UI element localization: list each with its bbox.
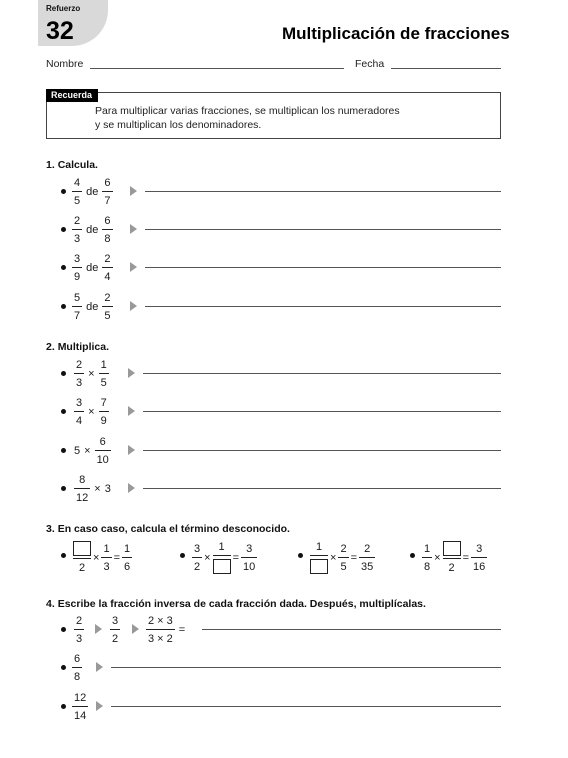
arrow-icon (128, 368, 135, 378)
name-field[interactable] (90, 68, 344, 69)
arrow-icon (128, 445, 135, 455)
fraction-b-numerator: 2 (104, 292, 111, 304)
arrow-icon (130, 224, 137, 234)
fraction-a-denominator: 3 (76, 377, 83, 389)
bullet (61, 371, 66, 376)
answer-line[interactable] (145, 229, 501, 230)
unknown-term-item (192, 541, 257, 574)
fraction-given-bar (72, 667, 82, 668)
bullet (61, 704, 66, 709)
equals-sign: = (113, 551, 120, 564)
bullet (61, 304, 66, 309)
times-sign: × (94, 483, 101, 495)
fraction-a (74, 359, 84, 389)
fraction-b-blank-box[interactable] (213, 559, 231, 574)
section-4-heading: 4. Escribe la fracción inversa de cada fracción dada. Después, multiplícalas. (46, 598, 426, 610)
fraction-result-bar (122, 557, 132, 558)
fraction-b-denominator: 5 (340, 560, 347, 573)
fraction-result (122, 543, 132, 573)
fraction-b-bar (102, 229, 112, 230)
fraction-b-numerator: 1 (218, 541, 225, 553)
fraction-b-numerator: 1 (100, 359, 107, 371)
fraction-given (72, 692, 88, 722)
fraction-b-denominator: 8 (104, 233, 111, 245)
date-label: Fecha (355, 58, 385, 70)
fraction-result-bar (471, 557, 487, 558)
arrow-icon (128, 406, 135, 416)
fraction-a-numerator: 4 (74, 177, 81, 189)
fraction-b-denominator: 4 (104, 271, 111, 283)
answer-line[interactable] (143, 411, 501, 412)
equals-sign: = (178, 624, 186, 636)
calc-item (72, 292, 113, 322)
times-sign: × (204, 551, 211, 564)
fraction-a-numerator: 2 (74, 215, 81, 227)
bullet (298, 553, 303, 558)
arrow-icon (130, 301, 137, 311)
bullet (61, 265, 66, 270)
answer-line[interactable] (202, 629, 501, 630)
fraction-b-blank-box[interactable] (443, 541, 461, 556)
fraction-a-numerator: 3 (76, 397, 83, 409)
fraction-a (74, 397, 84, 427)
fraction-a-numerator: 1 (424, 542, 431, 555)
fraction-a-denominator: 9 (74, 271, 81, 283)
fraction-a-bar (192, 557, 202, 558)
fraction-a-bar (72, 191, 82, 192)
fraction-b-bar (95, 450, 111, 451)
fraction-result-denominator: 10 (243, 560, 256, 573)
fraction-given-numerator: 6 (74, 653, 81, 665)
op-de: de (86, 301, 99, 313)
fraction-b-denominator: 9 (100, 415, 107, 427)
equals-sign: = (350, 551, 357, 564)
fraction-given-numerator: 12 (74, 692, 87, 704)
fraction-a-blank-box[interactable] (73, 541, 91, 556)
fraction-given-numerator: 2 (76, 615, 83, 627)
arrow-icon (96, 701, 103, 711)
fraction-b-bar (102, 267, 112, 268)
multiply-item (74, 397, 109, 427)
multiply-item (74, 474, 111, 504)
fraction-b-numerator: 6 (104, 177, 111, 189)
bullet (61, 627, 66, 632)
fraction-a-bar (72, 306, 82, 307)
fraction-b (102, 177, 112, 207)
fraction-a-denominator: 5 (74, 195, 81, 207)
bullet (410, 553, 415, 558)
fraction-a-bar (72, 229, 82, 230)
fraction-a-bar (310, 555, 328, 556)
op-de: de (86, 224, 99, 236)
product-fraction (146, 615, 175, 645)
fraction-given-bar (74, 629, 84, 630)
product-numerator: 2 × 3 (148, 615, 173, 627)
recuerda-line-1: Para multiplicar varias fracciones, se multiplican los numeradores (95, 105, 400, 117)
times-sign: × (93, 551, 100, 564)
fraction-a (72, 177, 82, 207)
fraction-b-denominator: 5 (104, 310, 111, 322)
fraction-result-numerator: 3 (476, 542, 483, 555)
fraction-b (99, 397, 109, 427)
fraction-a-bar (73, 558, 91, 559)
fraction-b (102, 292, 112, 322)
fraction-a-numerator: 5 (74, 292, 81, 304)
fraction-a-bar (422, 557, 432, 558)
answer-line[interactable] (111, 706, 501, 707)
fraction-result-denominator: 35 (361, 560, 374, 573)
fraction-a-bar (72, 267, 82, 268)
fraction-a-bar (74, 373, 84, 374)
fraction-a (72, 253, 82, 283)
fraction-b-numerator: 6 (99, 436, 106, 448)
badge-label: Refuerzo (46, 4, 81, 13)
date-field[interactable] (391, 68, 501, 69)
fraction-a (74, 474, 90, 504)
fraction-given (74, 615, 84, 645)
equals-sign: = (462, 551, 469, 564)
times-sign: × (84, 445, 91, 457)
inverse-item (72, 692, 88, 722)
fraction-result (359, 543, 375, 573)
bullet (61, 448, 66, 453)
fraction-a-numerator: 1 (315, 541, 323, 553)
bullet (61, 486, 66, 491)
fraction-a (72, 292, 82, 322)
fraction-a-denominator: 2 (78, 562, 86, 574)
answer-line[interactable] (145, 306, 501, 307)
section-2-heading: 2. Multiplica. (46, 341, 110, 353)
fraction-result (471, 543, 487, 573)
calc-item (72, 253, 113, 283)
inverse-item (72, 653, 82, 683)
recuerda-label: Recuerda (46, 89, 98, 102)
times-sign: × (330, 551, 337, 564)
fraction-result-denominator: 6 (124, 560, 131, 573)
fraction-b-denominator: 10 (96, 454, 109, 466)
fraction-inverse-bar (110, 629, 120, 630)
arrow-icon (132, 624, 139, 634)
fraction-a-numerator: 3 (194, 542, 201, 555)
op-de: de (86, 186, 99, 198)
fraction-b (102, 253, 112, 283)
answer-line[interactable] (111, 667, 501, 668)
whole-number: 3 (104, 483, 111, 495)
answer-line[interactable] (143, 488, 501, 489)
fraction-b-bar (102, 306, 112, 307)
fraction-given-bar (72, 706, 88, 707)
fraction-b-denominator: 2 (448, 562, 455, 574)
fraction-given-denominator: 8 (74, 671, 81, 683)
fraction-a-blank-box[interactable] (310, 559, 328, 574)
arrow-icon (130, 186, 137, 196)
fraction-b (338, 543, 348, 573)
equals-sign: = (232, 551, 239, 564)
fraction-b-bar (99, 411, 109, 412)
fraction-b-bar (101, 557, 111, 558)
times-sign: × (434, 551, 441, 564)
fraction-b (443, 541, 461, 574)
fraction-a-numerator: 2 (76, 359, 83, 371)
fraction-b-numerator: 7 (100, 397, 107, 409)
fraction-b (99, 359, 109, 389)
times-sign: × (88, 406, 95, 418)
fraction-a-denominator: 4 (76, 415, 83, 427)
fraction-a-denominator: 8 (424, 560, 431, 573)
fraction-b-bar (102, 191, 112, 192)
multiply-item (74, 359, 109, 389)
fraction-a (72, 215, 82, 245)
fraction-b (95, 436, 111, 466)
fraction-a (310, 541, 328, 574)
fraction-a (73, 541, 91, 574)
section-1-heading: 1. Calcula. (46, 159, 98, 171)
fraction-result-bar (241, 557, 257, 558)
fraction-a-bar (74, 488, 90, 489)
bullet (61, 409, 66, 414)
fraction-b (213, 541, 231, 574)
answer-line[interactable] (143, 450, 501, 451)
fraction-result-numerator: 3 (246, 542, 253, 555)
fraction-b-numerator: 2 (104, 253, 111, 265)
answer-line[interactable] (145, 267, 501, 268)
fraction-b-numerator: 2 (340, 542, 347, 555)
multiply-item (74, 436, 111, 466)
fraction-given-denominator: 14 (74, 710, 87, 722)
fraction-b-denominator: 5 (100, 377, 107, 389)
fraction-b-bar (213, 555, 231, 556)
arrow-icon (96, 662, 103, 672)
answer-line[interactable] (143, 373, 501, 374)
inverse-example (74, 615, 84, 645)
times-sign: × (88, 368, 95, 380)
fraction-result-denominator: 16 (473, 560, 486, 573)
bullet (61, 189, 66, 194)
bullet (61, 665, 66, 670)
recuerda-line-2: y se multiplican los denominadores. (95, 119, 262, 131)
arrow-icon (130, 262, 137, 272)
arrow-icon (128, 483, 135, 493)
product-denominator: 3 × 2 (148, 633, 173, 645)
badge-number: 32 (46, 17, 74, 45)
fraction-a-denominator: 7 (74, 310, 81, 322)
name-label: Nombre (46, 58, 84, 70)
fraction-b-bar (99, 373, 109, 374)
fraction-given (72, 653, 82, 683)
bullet (61, 553, 66, 558)
op-de: de (86, 262, 99, 274)
arrow-icon (95, 624, 102, 634)
fraction-b-bar (443, 558, 461, 559)
fraction-a (422, 543, 432, 573)
answer-line[interactable] (145, 191, 501, 192)
fraction-b (102, 215, 112, 245)
calc-item (72, 177, 113, 207)
product-bar (146, 629, 175, 630)
fraction-inverse (110, 615, 120, 645)
fraction-b-denominator: 7 (104, 195, 111, 207)
fraction-a-denominator: 2 (194, 560, 201, 573)
fraction-b-numerator: 1 (103, 542, 110, 555)
product-expression (146, 615, 185, 645)
fraction-b-bar (338, 557, 348, 558)
fraction-a-numerator: 3 (74, 253, 81, 265)
fraction-inverse-denominator: 2 (112, 633, 119, 645)
inverse-fraction (110, 615, 120, 645)
fraction-inverse-numerator: 3 (112, 615, 119, 627)
whole-number: 5 (74, 445, 81, 457)
fraction-a (192, 543, 202, 573)
fraction-b-numerator: 6 (104, 215, 111, 227)
fraction-result-numerator: 2 (364, 542, 371, 555)
fraction-a-denominator: 3 (74, 233, 81, 245)
unknown-term-item (73, 541, 132, 574)
fraction-a-numerator: 8 (79, 474, 86, 486)
bullet (61, 227, 66, 232)
fraction-result (241, 543, 257, 573)
page-title: Multiplicación de fracciones (282, 24, 510, 43)
fraction-a-denominator: 12 (76, 492, 89, 504)
fraction-result-bar (359, 557, 375, 558)
fraction-a-bar (74, 411, 84, 412)
fraction-b (101, 543, 111, 573)
section-3-heading: 3. En caso caso, calcula el término desconocido. (46, 523, 290, 535)
fraction-given-denominator: 3 (76, 633, 83, 645)
fraction-result-numerator: 1 (124, 542, 131, 555)
unknown-term-item (422, 541, 487, 574)
bullet (180, 553, 185, 558)
unknown-term-item (310, 541, 375, 574)
calc-item (72, 215, 113, 245)
fraction-b-denominator: 3 (103, 560, 110, 573)
